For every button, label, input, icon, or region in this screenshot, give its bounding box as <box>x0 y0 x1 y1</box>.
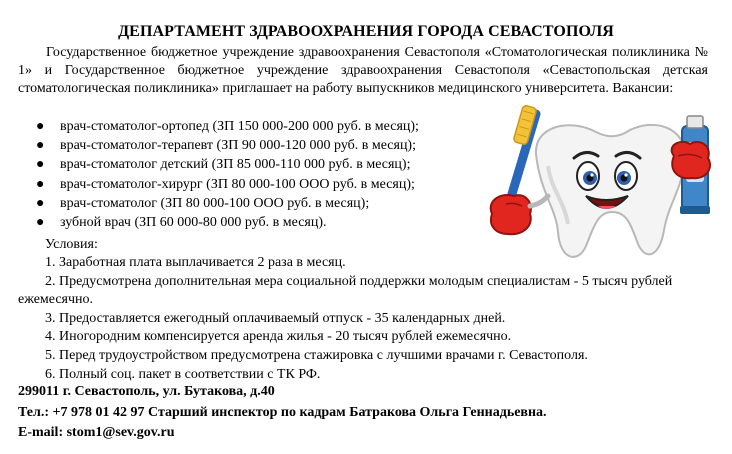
vacancy-item <box>0 214 520 233</box>
vacancy-item <box>0 137 520 156</box>
phone-line: Тел.: +7 978 01 42 97 Старший инспектор по кадрам Батракова Ольга Геннадьевна. <box>18 404 547 420</box>
condition-item: 5. Перед трудоустройством предусмотрена стажировка с лучшими врачами г. Севастополя. <box>45 347 588 363</box>
condition-item: 1. Заработная плата выплачивается 2 раза в месяц. <box>45 255 346 270</box>
bullet-icon: ● <box>36 138 45 154</box>
bullet-icon: ● <box>36 157 45 173</box>
conditions-list <box>18 254 718 384</box>
condition-item: 2. Предусмотрена дополнительная мера социальной поддержки молодым специалистам - 5 тысяч рублей ежемесячно. <box>18 273 673 308</box>
vacancy-text: врач-стоматолог-хирург (ЗП 80 000-100 ООО руб. в месяц); <box>60 176 415 192</box>
condition-item: 6. Полный соц. пакет в соответствии с ТК РФ. <box>45 366 321 382</box>
vacancy-text: врач-стоматолог (ЗП 80 000-100 ООО руб. в месяц); <box>60 195 370 211</box>
bullet-icon: ● <box>36 195 45 211</box>
vacancy-item <box>0 156 520 175</box>
conditions-heading: Условия: <box>45 237 98 252</box>
vacancy-list <box>0 118 520 233</box>
contacts-block <box>18 382 718 444</box>
bullet-icon: ● <box>36 176 45 192</box>
vacancy-item <box>0 118 520 137</box>
address-line: 299011 г. Севастополь, ул. Бутакова, д.40 <box>18 384 275 399</box>
vacancy-item <box>0 195 520 214</box>
vacancy-text: врач-стоматолог-ортопед (ЗП 150 000-200 000 руб. в месяц); <box>60 119 419 134</box>
tooth-mascot-icon <box>478 96 728 264</box>
page-title: ДЕПАРТАМЕНТ ЗДРАВООХРАНЕНИЯ ГОРОДА СЕВАСТОПОЛЯ <box>118 23 614 40</box>
vacancy-text: зубной врач (ЗП 60 000-80 000 руб. в месяц). <box>60 214 327 230</box>
condition-item: 4. Иногородним компенсируется аренда жилья - 20 тысяч рублей ежемесячно. <box>45 329 512 345</box>
bullet-icon: ● <box>36 119 45 134</box>
bullet-icon: ● <box>36 214 45 230</box>
vacancy-text: врач-стоматолог-терапевт (ЗП 90 000-120 000 руб. в месяц); <box>60 138 416 154</box>
vacancy-item <box>0 176 520 195</box>
vacancy-text: врач-стоматолог детский (ЗП 85 000-110 000 руб. в месяц); <box>60 157 411 173</box>
intro-paragraph: Государственное бюджетное учреждение здравоохранения Севастополя «Стоматологическая поликлиника № 1» и Государственное бюджетное учреждение здравоохранения Севастополя «Севастопольская детская стоматологическая поликлиника» приглашает на работу выпускников медицинского университета. Вакансии: <box>18 45 708 96</box>
email-line: E-mail: stom1@sev.gov.ru <box>18 425 175 440</box>
condition-item: 3. Предоставляется ежегодный оплачиваемый отпуск - 35 календарных дней. <box>45 310 506 326</box>
